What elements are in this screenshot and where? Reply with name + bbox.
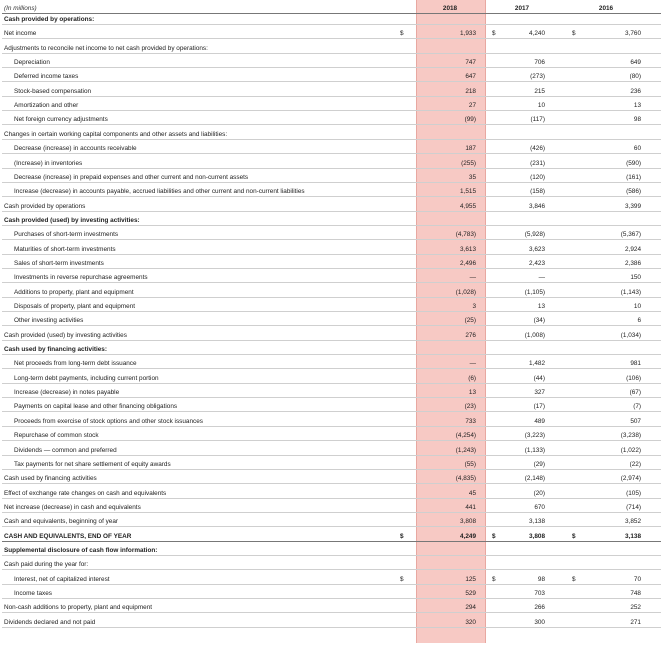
currency-symbol: $	[400, 30, 404, 38]
row-label: Increase (decrease) in accounts payable, accrued liabilities and other current and non-current liabilities	[14, 188, 305, 196]
row-label: Effect of exchange rate changes on cash and equivalents	[4, 489, 167, 497]
value-cell-2017: (1,133)	[524, 446, 545, 454]
value-cell-2018: —	[469, 274, 476, 282]
value-cell-2017: (273)	[530, 73, 545, 81]
row-label: Sales of short-term investments	[14, 259, 104, 267]
value-cell-2016: 150	[630, 274, 641, 282]
row-divider	[2, 239, 661, 240]
value-cell-2017: (20)	[533, 489, 545, 497]
table-row	[0, 86, 665, 97]
value-cell-2017: 3,623	[529, 245, 545, 253]
row-label: Stock-based compensation	[14, 87, 92, 95]
value-cell-2018: 733	[465, 417, 476, 425]
currency-symbol: $	[400, 532, 404, 540]
value-cell-2018: 441	[465, 503, 476, 511]
table-row	[0, 401, 665, 412]
value-cell-2018: (99)	[464, 116, 476, 124]
value-cell-2017: (231)	[530, 159, 545, 167]
table-row	[0, 100, 665, 111]
row-label: Changes in certain working capital components and other assets and liabilities:	[4, 130, 228, 138]
value-cell-2016: (1,143)	[620, 288, 641, 296]
value-cell-2018: (4,835)	[455, 475, 476, 483]
row-divider	[2, 455, 661, 456]
table-row	[0, 158, 665, 169]
row-label: Net foreign currency adjustments	[14, 116, 108, 124]
row-divider	[2, 211, 661, 212]
table-row	[0, 588, 665, 599]
row-label: Net income	[4, 30, 37, 38]
value-cell-2016: 6	[637, 317, 641, 325]
row-label: Decrease (increase) in prepaid expenses and other current and non-current assets	[14, 173, 249, 181]
value-cell-2018: 45	[468, 489, 476, 497]
value-cell-2016: 70	[633, 575, 641, 583]
table-row	[0, 459, 665, 470]
value-cell-2017: (34)	[533, 317, 545, 325]
value-cell-2017: (44)	[533, 374, 545, 382]
table-row	[0, 272, 665, 283]
value-cell-2018: 1,515	[460, 188, 476, 196]
value-cell-2018: 3,808	[460, 518, 476, 526]
value-cell-2018: 3	[472, 303, 476, 310]
value-cell-2017: 3,138	[529, 518, 545, 526]
value-cell-2018: 35	[468, 173, 476, 181]
row-label: Net increase (decrease) in cash and equivalents	[4, 503, 141, 511]
value-cell-2016: 507	[630, 417, 641, 425]
value-cell-2018: 529	[465, 590, 476, 597]
row-divider	[2, 526, 661, 527]
value-cell-2017: 215	[534, 87, 545, 95]
value-cell-2016: 748	[630, 590, 641, 597]
value-cell-2018: (23)	[464, 403, 476, 411]
value-cell-2018: (55)	[464, 460, 476, 468]
value-cell-2017: 706	[534, 59, 545, 67]
table-row	[0, 574, 665, 585]
row-divider	[2, 268, 661, 269]
row-divider	[2, 81, 661, 82]
table-row	[0, 186, 665, 197]
value-cell-2016: 3,852	[625, 518, 641, 526]
value-cell-2018: —	[469, 360, 476, 368]
row-label: Increase (decrease) in notes payable	[14, 389, 120, 397]
row-label: Other investing activities	[14, 317, 84, 325]
table-row	[0, 488, 665, 499]
table-row	[0, 114, 665, 125]
table-row	[0, 617, 665, 628]
row-label: Amortization and other	[14, 102, 79, 110]
row-divider	[2, 569, 661, 570]
value-cell-2018: (1,243)	[455, 446, 476, 454]
table-row	[0, 57, 665, 68]
value-cell-2016: 98	[633, 116, 641, 124]
row-divider	[2, 469, 661, 470]
value-cell-2018: 2,496	[460, 259, 476, 267]
value-cell-2016: 236	[630, 87, 641, 95]
table-row	[0, 531, 665, 542]
table-row	[0, 287, 665, 298]
table-row	[0, 244, 665, 255]
currency-symbol: $	[492, 30, 496, 38]
row-label: CASH AND EQUIVALENTS, END OF YEAR	[4, 532, 132, 540]
row-divider	[2, 354, 661, 355]
value-cell-2018: 647	[465, 73, 476, 81]
row-divider	[2, 297, 661, 298]
row-divider	[2, 498, 661, 499]
row-divider	[2, 38, 661, 39]
table-row	[0, 430, 665, 441]
row-divider	[2, 340, 661, 341]
row-label: (Increase) in inventories	[14, 159, 83, 167]
row-divider	[2, 53, 661, 54]
row-label: Depreciation	[14, 59, 50, 67]
row-divider	[2, 627, 661, 628]
row-divider	[2, 612, 661, 613]
row-label: Cash used by financing activities:	[4, 346, 107, 354]
table-row	[0, 416, 665, 427]
value-cell-2016: (3,238)	[620, 432, 641, 440]
value-cell-2016: (1,034)	[620, 331, 641, 339]
value-cell-2017: (2,148)	[524, 475, 545, 483]
table-row	[0, 387, 665, 398]
table-row	[0, 373, 665, 384]
value-cell-2017: (120)	[530, 173, 545, 181]
value-cell-2016: (590)	[626, 159, 641, 167]
year-header-2017: 2017	[514, 5, 530, 12]
value-cell-2018: 218	[465, 87, 476, 95]
value-cell-2017: 703	[534, 590, 545, 597]
value-cell-2016: 271	[630, 618, 641, 626]
value-cell-2017: 13	[537, 303, 545, 310]
row-divider	[2, 225, 661, 226]
table-row	[0, 172, 665, 183]
row-divider	[2, 139, 661, 140]
value-cell-2016: 60	[633, 145, 641, 153]
value-cell-2016: 2,924	[625, 245, 641, 253]
row-label: Cash provided (used) by investing activities:	[4, 216, 140, 224]
row-label: Decrease (increase) in accounts receivable	[14, 145, 137, 153]
table-row	[0, 315, 665, 326]
value-cell-2017: (1,008)	[524, 331, 545, 339]
table-row	[0, 602, 665, 613]
table-row	[0, 502, 665, 513]
row-label: Payments on capital lease and other financing obligations	[14, 403, 178, 411]
row-label: Dividends declared and not paid	[4, 618, 96, 626]
row-label: Interest, net of capitalized interest	[14, 575, 110, 583]
row-divider	[2, 397, 661, 398]
row-divider	[2, 67, 661, 68]
table-row	[0, 301, 665, 312]
row-divider	[2, 483, 661, 484]
table-row	[0, 143, 665, 154]
row-label: Cash provided (used) by investing activities	[4, 331, 127, 339]
value-cell-2018: 13	[468, 389, 476, 397]
row-label: Proceeds from exercise of stock options and other stock issuances	[14, 417, 203, 425]
value-cell-2016: (67)	[629, 389, 641, 397]
value-cell-2017: 266	[534, 604, 545, 612]
row-label: Investments in reverse repurchase agreements	[14, 274, 148, 282]
value-cell-2016: (80)	[629, 73, 641, 81]
row-divider	[2, 440, 661, 441]
value-cell-2017: 1,482	[529, 360, 545, 368]
value-cell-2016: 13	[633, 102, 641, 110]
value-cell-2018: (25)	[464, 317, 476, 325]
value-cell-2017: 4,240	[529, 30, 545, 38]
row-label: Cash provided by operations:	[4, 16, 95, 23]
value-cell-2018: 747	[465, 59, 476, 67]
value-cell-2017: (426)	[530, 145, 545, 153]
currency-symbol: $	[400, 575, 404, 583]
currency-symbol: $	[492, 575, 496, 583]
table-row	[0, 28, 665, 39]
value-cell-2017: 670	[534, 503, 545, 511]
row-label: Tax payments for net share settlement of equity awards	[14, 460, 171, 468]
table-row	[0, 445, 665, 456]
value-cell-2017: 98	[537, 575, 545, 583]
table-row	[0, 358, 665, 369]
value-cell-2017: (158)	[530, 188, 545, 196]
value-cell-2017: 2,423	[529, 259, 545, 267]
value-cell-2018: 320	[465, 618, 476, 626]
row-divider	[2, 124, 661, 125]
value-cell-2018: 4,249	[460, 532, 476, 540]
value-cell-2016: (2,974)	[620, 475, 641, 483]
year-header-2018: 2018	[442, 5, 458, 12]
value-cell-2017: (17)	[533, 403, 545, 411]
table-row	[0, 473, 665, 484]
row-divider	[2, 254, 661, 255]
value-cell-2018: 294	[465, 604, 476, 612]
value-cell-2016: (22)	[629, 460, 641, 468]
row-divider	[2, 598, 661, 599]
row-label: Net proceeds from long-term debt issuance	[14, 360, 137, 368]
row-label: Cash used by financing activities	[4, 475, 97, 483]
row-label: Cash and equivalents, beginning of year	[4, 518, 119, 526]
row-divider	[2, 182, 661, 183]
table-row	[0, 129, 665, 140]
units-label: (In millions)	[4, 5, 37, 12]
value-cell-2016: 10	[633, 303, 641, 310]
row-label: Purchases of short-term investments	[14, 231, 119, 239]
row-label: Non-cash additions to property, plant and equipment	[4, 604, 153, 612]
row-label: Maturities of short-term investments	[14, 245, 116, 253]
row-divider	[2, 555, 661, 556]
value-cell-2016: (714)	[626, 503, 641, 511]
table-row	[0, 258, 665, 269]
row-divider	[2, 383, 661, 384]
value-cell-2018: 276	[465, 331, 476, 339]
value-cell-2018: 125	[465, 575, 476, 583]
value-cell-2017: 10	[537, 102, 545, 110]
value-cell-2017: 327	[534, 389, 545, 397]
row-divider	[2, 96, 661, 97]
value-cell-2017: 3,808	[529, 532, 545, 540]
table-row	[0, 71, 665, 82]
row-label: Dividends — common and preferred	[14, 446, 117, 454]
row-divider	[2, 168, 661, 169]
value-cell-2016: (161)	[626, 173, 641, 181]
row-divider	[2, 196, 661, 197]
row-label: Supplemental disclosure of cash flow information:	[4, 546, 158, 554]
row-divider	[2, 153, 661, 154]
value-cell-2016: (586)	[626, 188, 641, 196]
row-label: Disposals of property, plant and equipment	[14, 303, 136, 310]
value-cell-2017: (29)	[533, 460, 545, 468]
row-label: Additions to property, plant and equipment	[14, 288, 134, 296]
currency-symbol: $	[492, 532, 496, 540]
value-cell-2018: 187	[465, 145, 476, 153]
row-label: Adjustments to reconcile net income to net cash provided by operations:	[4, 44, 208, 52]
value-cell-2018: (6)	[468, 374, 476, 382]
value-cell-2017: 489	[534, 417, 545, 425]
row-divider	[2, 282, 661, 283]
value-cell-2016: (106)	[626, 374, 641, 382]
value-cell-2016: 981	[630, 360, 641, 368]
value-cell-2016: 3,138	[625, 532, 641, 540]
currency-symbol: $	[572, 30, 576, 38]
row-divider	[2, 512, 661, 513]
row-divider	[2, 24, 661, 25]
value-cell-2018: 4,955	[460, 202, 476, 210]
row-divider	[2, 110, 661, 111]
row-label: Long-term debt payments, including current portion	[14, 374, 159, 382]
table-row	[0, 43, 665, 54]
table-row	[0, 14, 665, 25]
row-divider	[2, 325, 661, 326]
row-label: Cash provided by operations	[4, 202, 86, 210]
value-cell-2017: 3,846	[529, 202, 545, 210]
value-cell-2016: 3,760	[625, 30, 641, 38]
value-cell-2018: (1,028)	[455, 288, 476, 296]
value-cell-2018: 3,613	[460, 245, 476, 253]
currency-symbol: $	[572, 532, 576, 540]
table-row	[0, 559, 665, 570]
table-row	[0, 215, 665, 226]
value-cell-2018: (255)	[461, 159, 476, 167]
value-cell-2018: (4,783)	[455, 231, 476, 239]
value-cell-2017: (3,223)	[524, 432, 545, 440]
row-divider	[2, 426, 661, 427]
value-cell-2018: 1,933	[460, 30, 476, 38]
value-cell-2016: (105)	[626, 489, 641, 497]
value-cell-2017: (1,105)	[524, 288, 545, 296]
value-cell-2018: 27	[468, 102, 476, 110]
table-row	[0, 229, 665, 240]
table-row	[0, 344, 665, 355]
currency-symbol: $	[572, 575, 576, 583]
value-cell-2016: 252	[630, 604, 641, 612]
value-cell-2018: (4,254)	[455, 432, 476, 440]
value-cell-2017: (117)	[530, 116, 545, 124]
table-row	[0, 545, 665, 556]
row-label: Repurchase of common stock	[14, 432, 99, 440]
row-label: Cash paid during the year for:	[4, 561, 89, 569]
table-row	[0, 201, 665, 212]
row-divider	[2, 411, 661, 412]
table-row	[0, 516, 665, 527]
value-cell-2016: (5,367)	[620, 231, 641, 239]
value-cell-2017: 300	[534, 618, 545, 626]
row-divider	[2, 541, 661, 542]
row-divider	[2, 311, 661, 312]
year-header-2016: 2016	[598, 5, 614, 12]
table-row	[0, 330, 665, 341]
row-divider	[2, 368, 661, 369]
value-cell-2016: 2,386	[625, 259, 641, 267]
value-cell-2017: (5,928)	[524, 231, 545, 239]
value-cell-2016: 3,399	[625, 202, 641, 210]
value-cell-2016: (7)	[633, 403, 641, 411]
value-cell-2017: —	[538, 274, 545, 282]
value-cell-2016: 649	[630, 59, 641, 67]
row-label: Deferred income taxes	[14, 73, 79, 81]
header-row	[0, 3, 665, 14]
row-divider	[2, 584, 661, 585]
row-label: Income taxes	[14, 590, 53, 597]
value-cell-2016: (1,022)	[620, 446, 641, 454]
